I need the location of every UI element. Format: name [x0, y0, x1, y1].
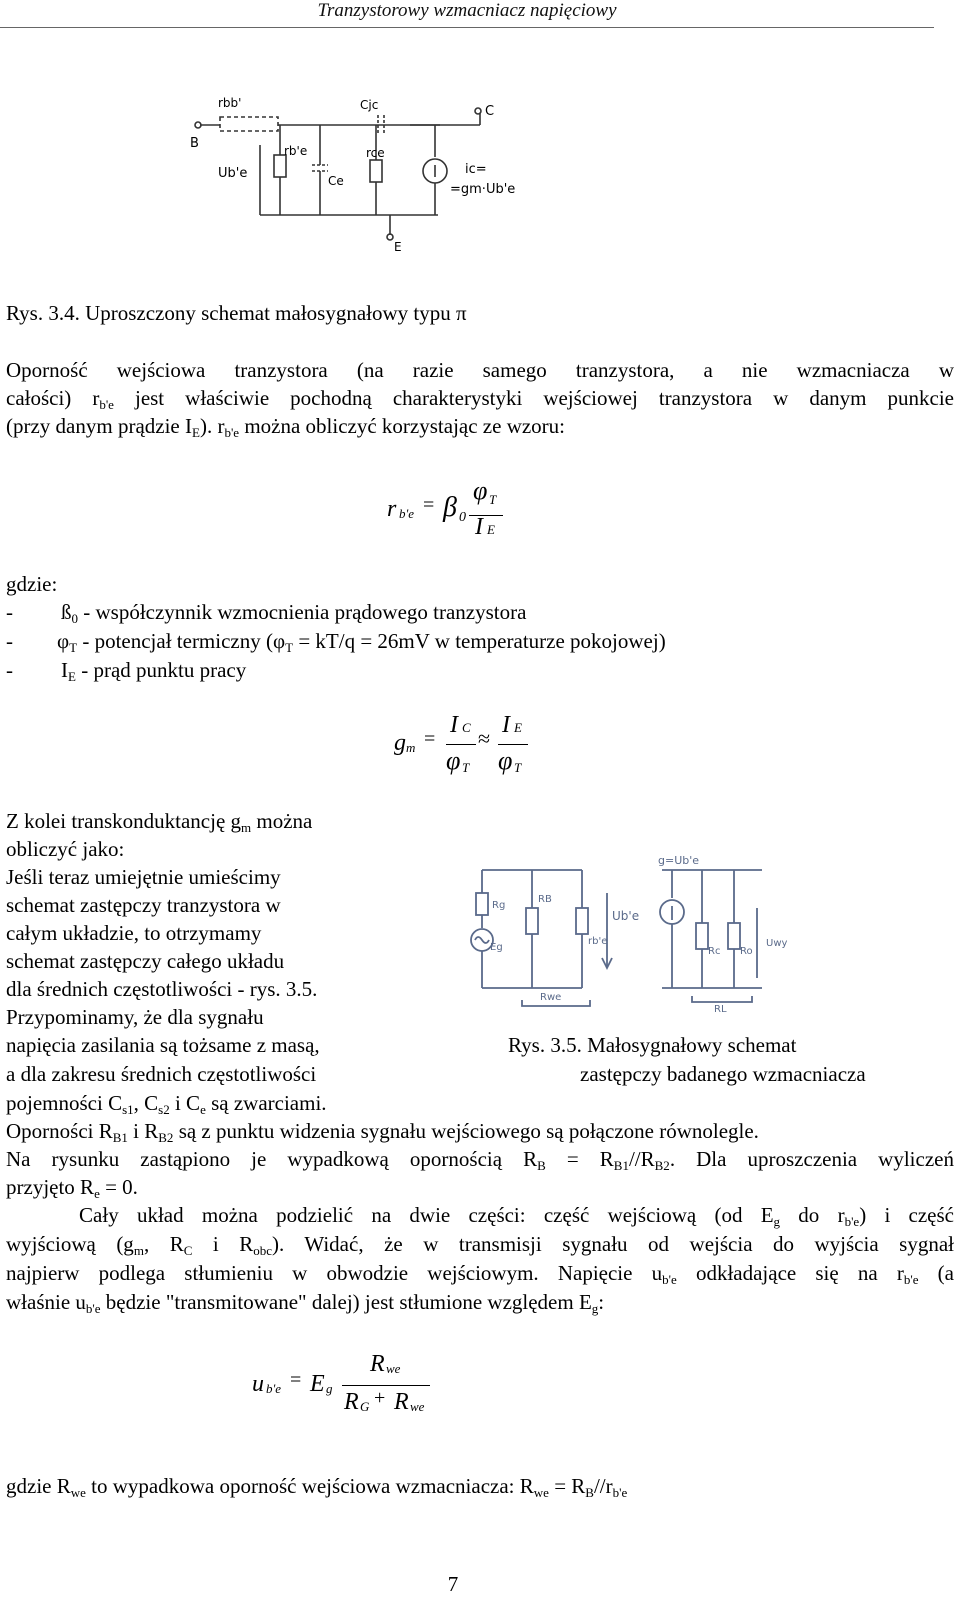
- paragraph-3-line-7: właśnie $u_{b'e}$ będzie "transmitowane" dalej) jest stłumione względem $E_g$:: [6, 1290, 605, 1316]
- uwy-label: Uwy: [766, 938, 788, 949]
- rc-label: Rc: [708, 946, 721, 957]
- ube-label-fig2: Ub'e: [612, 909, 640, 923]
- paragraph-3-line-3: przyjęto $R_e = 0$.: [6, 1175, 138, 1201]
- header-rule: [0, 27, 934, 28]
- paragraph-2-line-2: obliczyć jako:: [6, 837, 125, 861]
- ce-label: Ce: [328, 174, 344, 188]
- rb-label: RB: [538, 894, 552, 905]
- paragraph-3-line-2: Na rysunku zastąpiono je wypadkową opornością $R_B = R_{B1}//R_{B2}$. Dla uproszczenia wyliczeń: [6, 1147, 954, 1173]
- rbb-label: rbb': [218, 96, 242, 110]
- paragraph-2-line-3: Jeśli teraz umiejętnie umieścimy: [6, 865, 281, 889]
- paragraph-1-line-2: całości) $r_{b'e}$ jest właściwie pochodną charakterystyki wejściowej tranzystora w danym punkcie: [6, 386, 954, 412]
- rl-label: RL: [714, 1004, 727, 1013]
- gm-source-label: =gm·Ub'e: [450, 182, 516, 197]
- page-number: 7: [447, 1572, 459, 1596]
- paragraph-1-line-1: Oporność wejściowa tranzystora (na razie samego tranzystora, a nie wzmacniacza w: [6, 358, 954, 382]
- figure-3-5-schematic: [462, 848, 802, 1013]
- b-terminal-label: B: [190, 136, 199, 151]
- paragraph-2-line-7: dla średnich częstotliwości - rys. 3.5.: [6, 977, 318, 1001]
- paragraph-2-line-4: schemat zastępczy tranzystora w: [6, 893, 281, 917]
- ro-label: Ro: [740, 946, 753, 957]
- rbe-label: rb'e: [284, 144, 308, 158]
- definition-beta: - $ß_0$ - współczynnik wzmocnienia prądowego tranzystora: [6, 600, 527, 626]
- paragraph-4: gdzie $R_{we}$ to wypadkowa oporność wejściowa wzmacniacza: $R_{we} = R_B//r_{b'e}$: [6, 1474, 628, 1500]
- eg-label: Eg: [490, 942, 503, 953]
- figure-3-5-caption-1: Rys. 3.5. Małosygnałowy schemat: [508, 1033, 797, 1057]
- figure-3-4-caption: Rys. 3.4. Uproszczony schemat małosygnałowy typu π: [6, 301, 467, 325]
- definition-ie: - $I_E$ - prąd punktu pracy: [6, 658, 247, 684]
- paragraph-2-line-11: pojemności $C_{s1}$, $C_{s2}$ i $C_e$ są zwarciami.: [6, 1091, 327, 1117]
- rce-label: rce: [366, 146, 385, 160]
- paragraph-2-line-6: schemat zastępczy całego układu: [6, 949, 285, 973]
- paragraph-3-line-6: najpierw podlega stłumieniu w obwodzie wejściowym. Napięcie $u_{b'e}$ odkładające się na $r_{b'e}$ (a: [6, 1261, 954, 1287]
- formula-gm: g m = I C φ T ≈ I E φ T: [392, 712, 542, 788]
- paragraph-2-line-9: napięcia zasilania są tożsame z masą,: [6, 1033, 320, 1057]
- paragraph-3-line-5: wyjściową ($g_m$, $R_C$ i $R_{obc}$). Widać, że w transmisji sygnału od wejścia do wyjścia sygnał: [6, 1232, 954, 1258]
- cjc-label: Cjc: [360, 98, 379, 112]
- rwe-label: Rwe: [540, 992, 562, 1003]
- paragraph-2-line-8: Przypominamy, że dla sygnału: [6, 1005, 264, 1029]
- paragraph-2-line-5: całym układzie, to otrzymamy: [6, 921, 262, 945]
- running-header: Tranzystorowy wzmacniacz napięciowy: [317, 0, 617, 21]
- ube-label: Ub'e: [218, 166, 248, 181]
- formula-ube: u b'e = E g R we R G + R we: [250, 1355, 450, 1425]
- rg-label: Rg: [492, 900, 506, 911]
- formula-rbe: r b'e = β 0 φ T I E: [385, 480, 535, 550]
- paragraph-3-line-4: Cały układ można podzielić na dwie części: część wejściową (od $E_g$ do $r_{b'e}$) i część: [6, 1203, 954, 1229]
- c-terminal-label: C: [485, 104, 495, 119]
- paragraph-1-line-3: (przy danym prądzie $I_E$). $r_{b'e}$ można obliczyć korzystając ze wzoru:: [6, 414, 566, 440]
- e-terminal-label: E: [394, 240, 402, 254]
- figure-3-5-caption-2: zastępczy badanego wzmacniacza: [580, 1062, 866, 1086]
- paragraph-2-line-10: a dla zakresu średnich częstotliwości: [6, 1062, 317, 1086]
- figure-3-4-schematic: [180, 85, 550, 260]
- paragraph-2-line-1: Z kolei transkonduktancję $g_m$ można: [6, 809, 313, 835]
- ic-label: ic=: [465, 162, 487, 177]
- gdzie-label: gdzie:: [6, 572, 58, 596]
- definition-phi: - $\varphi_T$ - potencjał termiczny ($\varphi_T = kT/q = 26mV$ w temperaturze pokojowej): [6, 629, 666, 655]
- rbe-label-fig2: rb'e: [588, 936, 608, 947]
- gm-label-fig2: g=Ub'e: [658, 854, 700, 867]
- paragraph-3-line-1: Oporności $R_{B1}$ i $R_{B2}$ są z punktu widzenia sygnału wejściowego są połączone równolegle.: [6, 1119, 759, 1145]
